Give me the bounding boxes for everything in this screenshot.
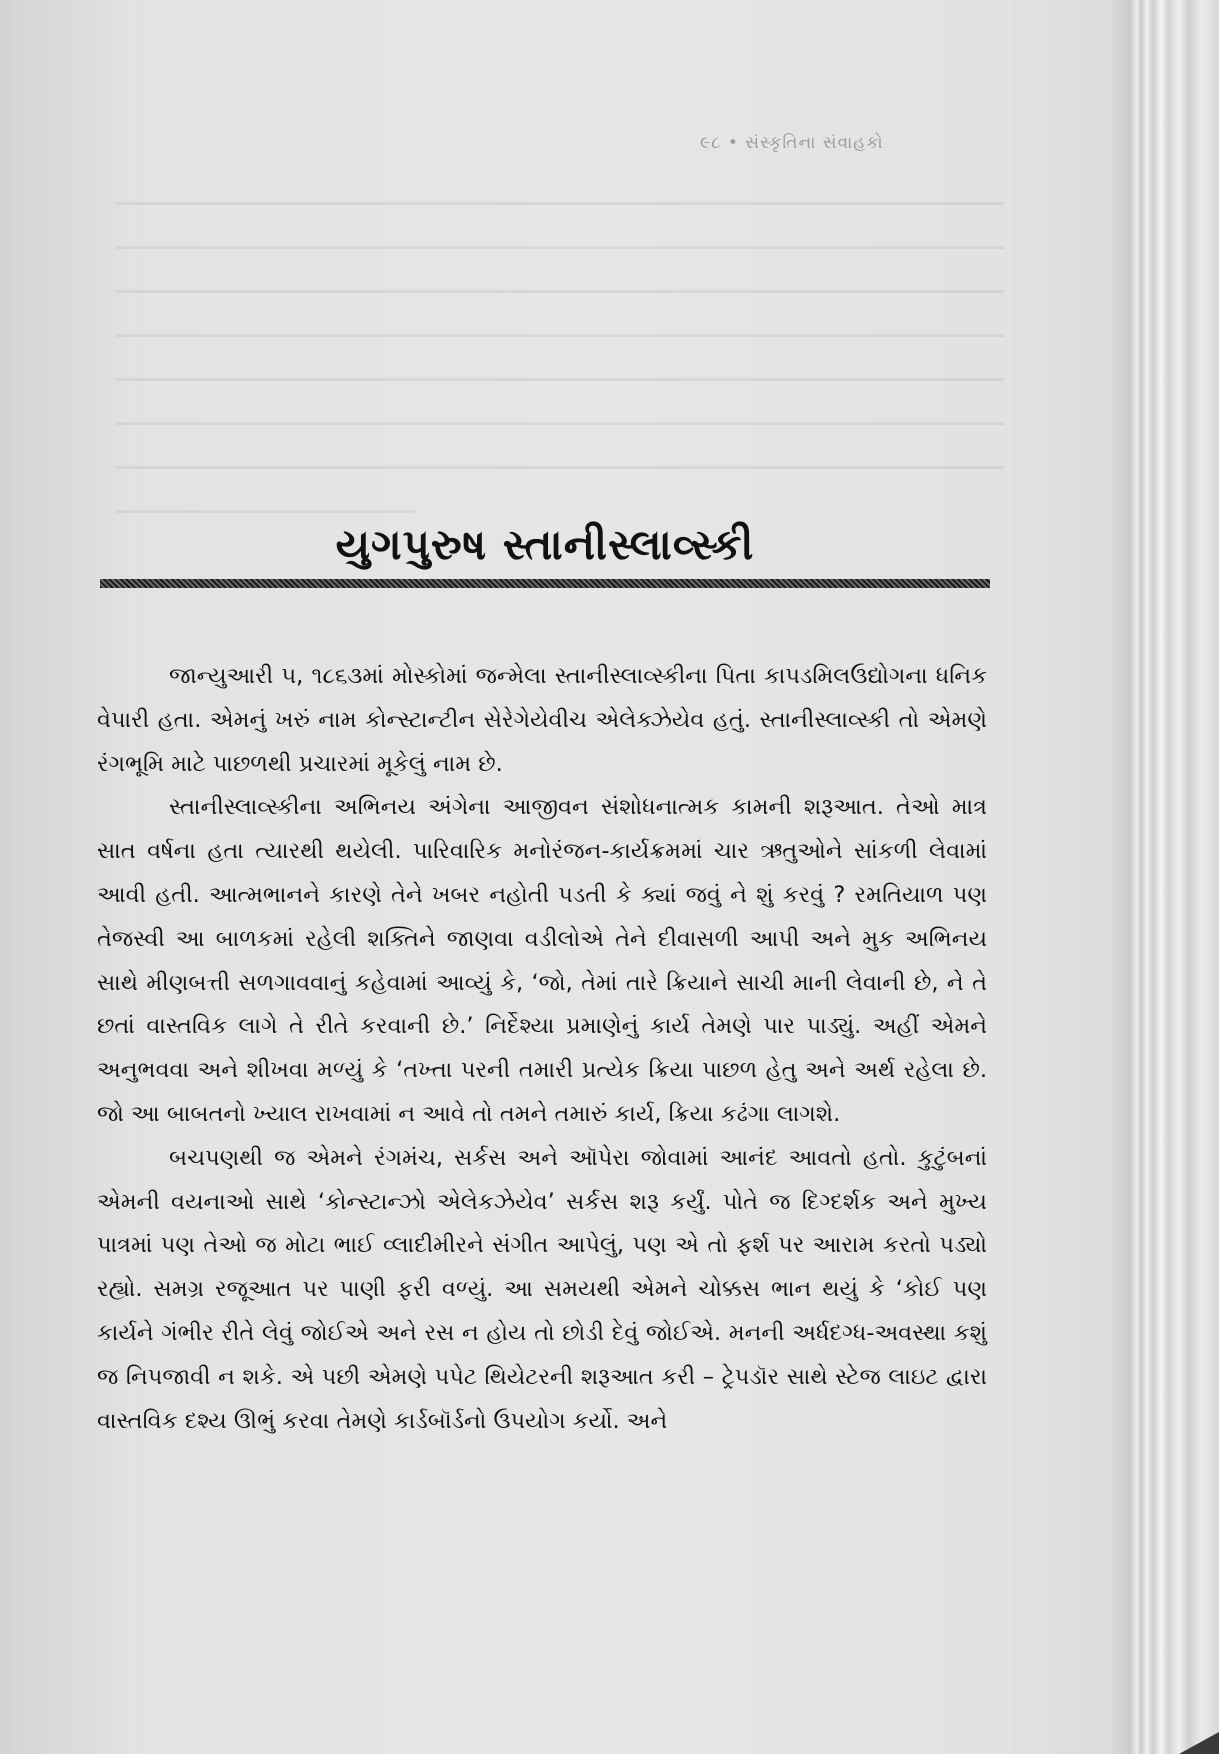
bleed-through-line xyxy=(115,378,1005,381)
paragraph: બચપણથી જ એમને રંગમંચ, સર્કસ અને ઑપેરા જોવામાં આનંદ આવતો હતો. કુટુંબનાં એમની વયનાઓ સાથે ‘કોન્સ્ટાન્ઝો એલેકઝેયેવ’ સર્કસ શરૂ કર્યું. પોતે જ દિગ્દર્શક અને મુખ્ય પાત્રમાં પણ તેઓ જ મોટા ભાઈ વ્લાદીમીરને સંગીત આપેલું, પણ એ તો ફર્શ પર આરામ કરતો પડ્યો રહ્યો. સમગ્ર રજૂઆત પર પાણી ફરી વળ્યું. આ સમયથી એમને ચોક્કસ ભાન થયું કે ‘કોઈ પણ કાર્યને ગંભીર રીતે લેવું જોઈએ અને રસ ન હોય તો છોડી દેવું જોઈએ. મનની અર્ધદગ્ધ-અવસ્થા કશું જ નિપજાવી ન શકે. એ પછી એમણે પપેટ થિયેટરની શરૂઆત કરી – ટ્રેપડૉર સાથે સ્ટેજ લાઇટ દ્વારા વાસ્તવિક દશ્ય ઊભું કરવા તેમણે કાર્ડબૉર્ડનો ઉપયોગ કર્યો. અને xyxy=(97,1144,987,1434)
bleed-through-line xyxy=(115,290,1005,293)
bleed-through-line xyxy=(115,202,1005,205)
running-header: ૯૮ • સંસ્કૃતિના સંવાહકો xyxy=(700,133,884,153)
chapter-title: યુગપુરુષ સ્તાનીસ્લાવ્સ્કી xyxy=(335,520,755,569)
paragraph: જાન્યુઆરી ૫, ૧૮૬૩માં મોસ્કોમાં જન્મેલા સ્તાનીસ્લાવ્સ્કીના પિતા કાપડમિલઉદ્યોગના ધનિક વેપારી હતા. એમનું ખરું નામ કોન્સ્ટાન્ટીન સેરેગેયેવીચ એલેક્ઝેયેવ હતું. સ્તાનીસ્લાવ્સ્કી તો એમણે રંગભૂમિ માટે પાછળથી પ્રચારમાં મૂકેલું નામ છે. xyxy=(97,663,987,777)
title-underline-rule xyxy=(100,579,990,588)
bleed-through-line xyxy=(115,422,1005,425)
binding-shadow xyxy=(1109,0,1133,1754)
bleed-through-line xyxy=(115,334,1005,337)
paragraph: સ્તાનીસ્લાવ્સ્કીના અભિનય અંગેના આજીવન સંશોધનાત્મક કામની શરૂઆત. તેઓ માત્ર સાત વર્ષના હતા ત્યારથી થયેલી. પારિવારિક મનોરંજન-કાર્યક્રમમાં ચાર ઋતુઓને સાંકળી લેવામાં આવી હતી. આત્મભાનને કારણે તેને ખબર નહોતી પડતી કે ક્યાં જવું ને શું કરવું ? રમતિયાળ પણ તેજસ્વી આ બાળકમાં રહેલી શક્તિને જાણવા વડીલોએ તેને દીવાસળી આપી અને મુક અભિનય સાથે મીણબત્તી સળગાવવાનું કહેવામાં આવ્યું કે, ‘જો, તેમાં તારે ક્રિયાને સાચી માની લેવાની છે, ને તે છતાં વાસ્તવિક લાગે તે રીતે કરવાની છે.’ નિર્દેશ્યા પ્રમાણેનું કાર્ય તેમણે પાર પાડ્યું. અહીં એમને અનુભવવા અને શીખવા મળ્યું કે ‘તખ્તા પરની તમારી પ્રત્યેક ક્રિયા પાછળ હેતુ અને અર્થ રહેલા છે. જો આ બાબતનો ખ્યાલ રાખવામાં ન આવે તો તમને તમારું કાર્ય, ક્રિયા કઢંગા લાગશે. xyxy=(97,794,987,1127)
bleed-through-line xyxy=(115,466,1005,469)
bleed-through-line xyxy=(115,246,1005,249)
page-corner xyxy=(1179,1732,1219,1754)
body-text xyxy=(97,655,987,1443)
bleed-through-line xyxy=(115,510,415,513)
book-binding-edge xyxy=(1131,0,1219,1754)
